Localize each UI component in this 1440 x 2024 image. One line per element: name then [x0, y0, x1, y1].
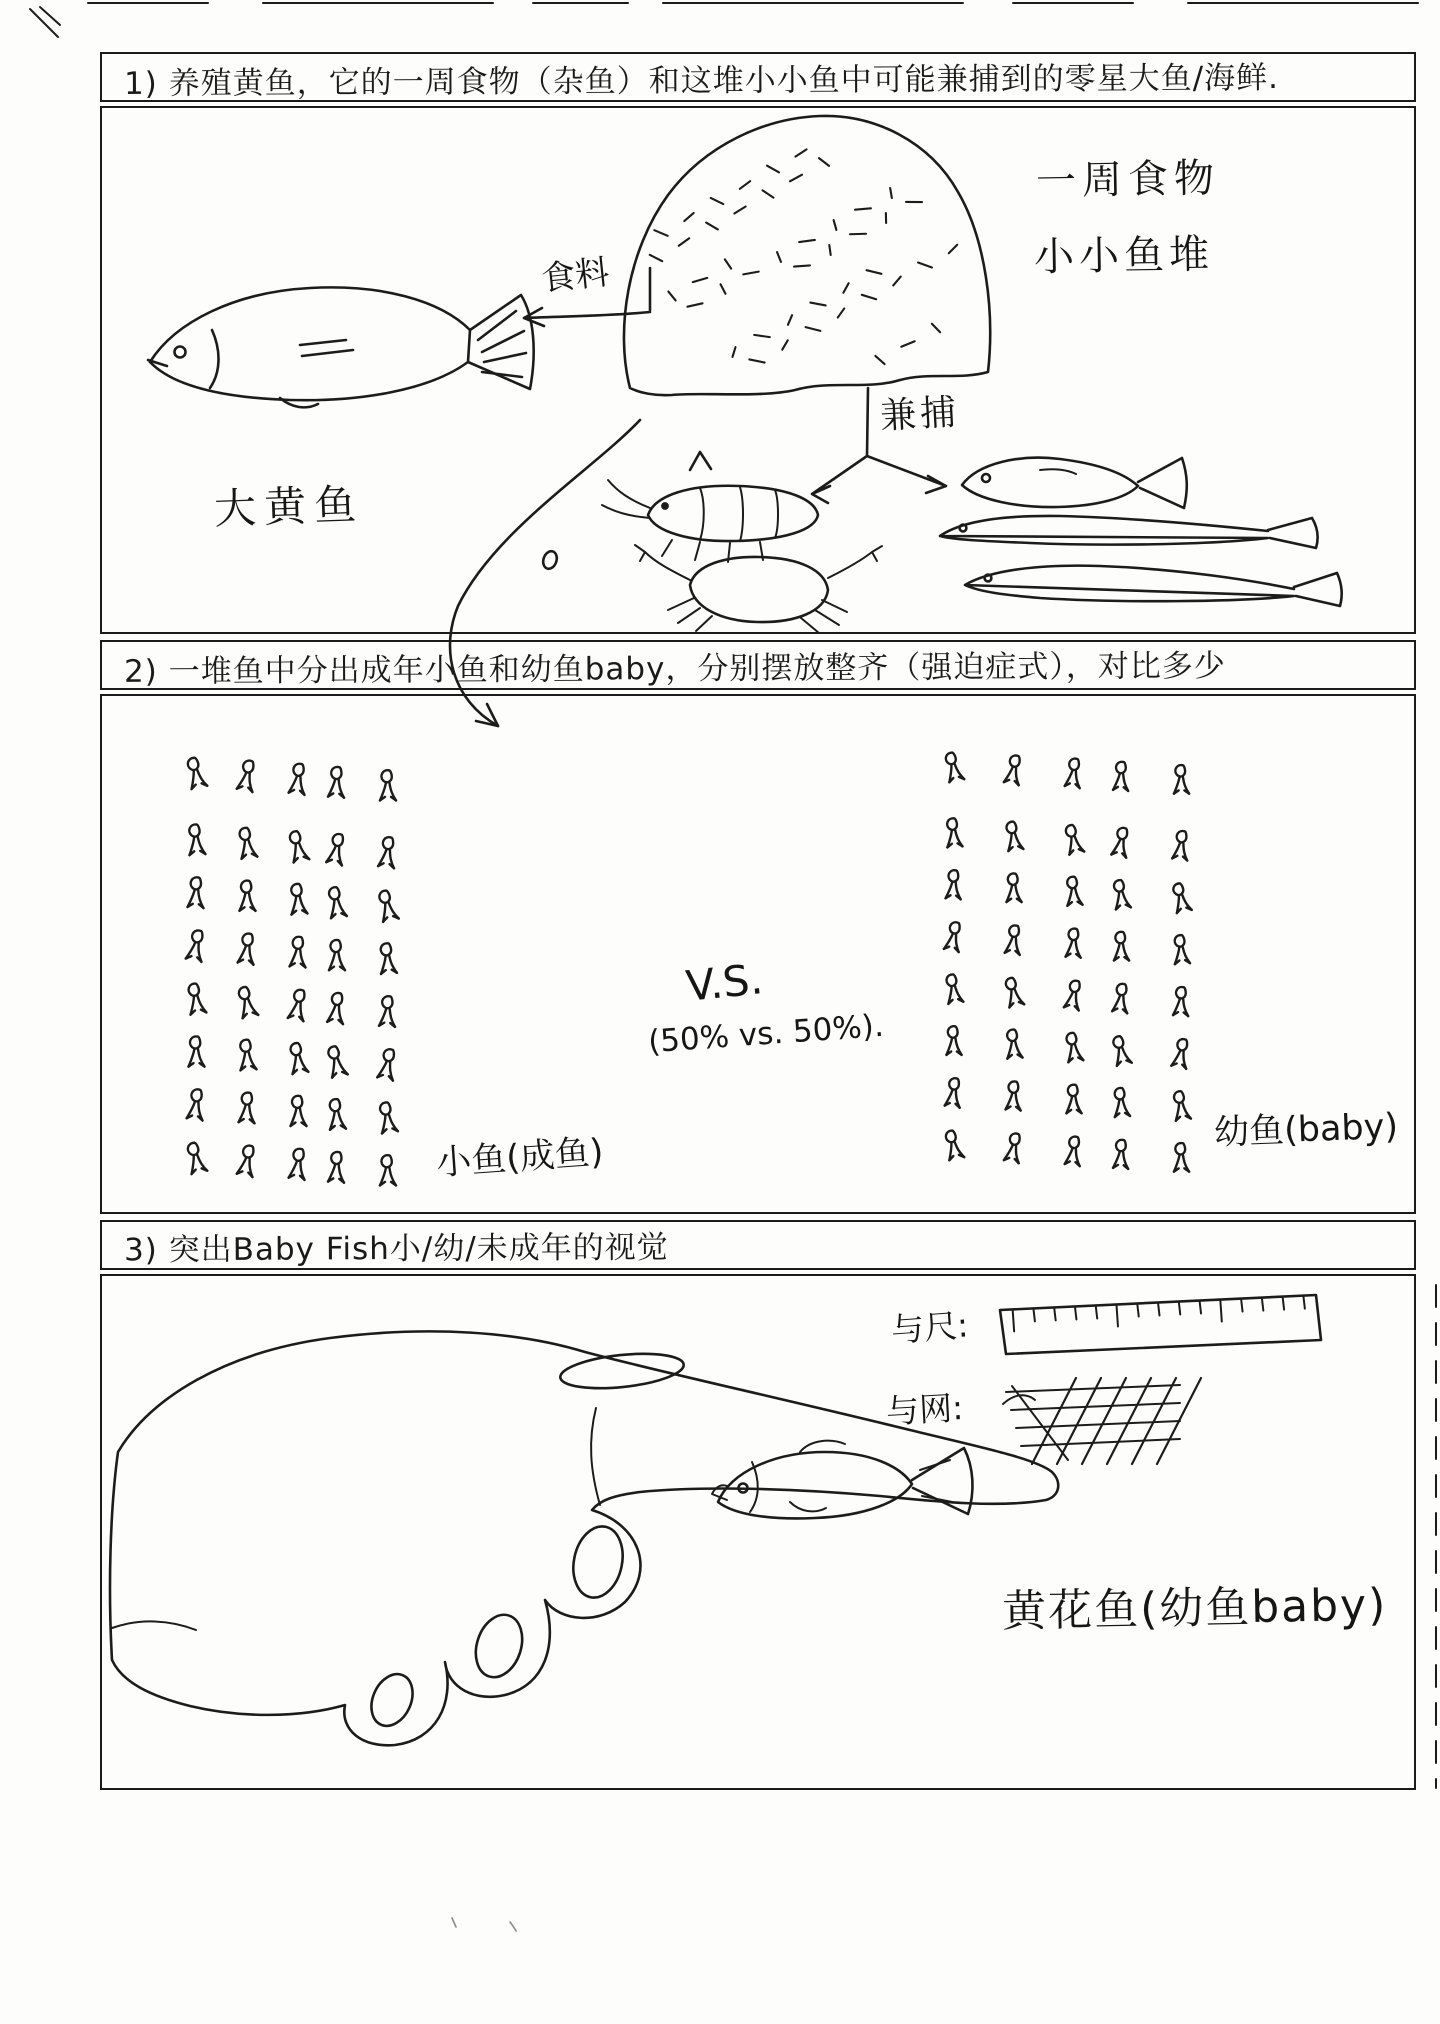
ruler-sketch	[1000, 1295, 1321, 1354]
weekly-food-label: 一周食物	[1035, 155, 1221, 205]
big-fish-sketch	[148, 287, 534, 407]
adult-fish-grid	[185, 756, 399, 1185]
flow-arrow	[450, 420, 640, 726]
adult-fish-label: 小鱼(成鱼)	[435, 1132, 605, 1184]
food-pile-sketch	[624, 116, 990, 395]
feed-arrow-label: 食料	[539, 252, 612, 300]
ratio-label: (50% vs. 50%).	[647, 1007, 885, 1061]
fish-pile-label: 小小鱼堆	[1033, 231, 1215, 281]
panel2-header-text: 2) 一堆鱼中分出成年小鱼和幼鱼baby，分别摆放整齐（强迫症式），对比多少	[123, 647, 1226, 690]
vs-label: V.S.	[683, 954, 766, 1011]
baby-fish-on-finger-sketch	[712, 1441, 973, 1519]
bycatch-label: 兼捕	[879, 391, 962, 438]
baby-fish-label: 幼鱼(baby)	[1213, 1106, 1399, 1154]
big-fish-label: 大黄鱼	[213, 479, 365, 534]
net-sketch	[1003, 1378, 1201, 1464]
crab-sketch	[635, 545, 882, 633]
net-label: 与网:	[885, 1388, 965, 1431]
bycatch-fish-sketch	[940, 458, 1342, 606]
baby-fish-grid	[943, 751, 1192, 1172]
tiny-feed-fish-marks	[650, 149, 957, 364]
caption-baby-croaker: 黄花鱼(幼鱼baby)	[1001, 1579, 1388, 1638]
ruler-label: 与尺:	[889, 1305, 970, 1350]
panel3-header-text: 3) 突出Baby Fish小/幼/未成年的视觉	[123, 1229, 669, 1268]
panel1-header-text: 1) 养殖黄鱼，它的一周食物（杂鱼）和这堆小小鱼中可能兼捕到的零星大鱼/海鲜.	[123, 59, 1280, 102]
